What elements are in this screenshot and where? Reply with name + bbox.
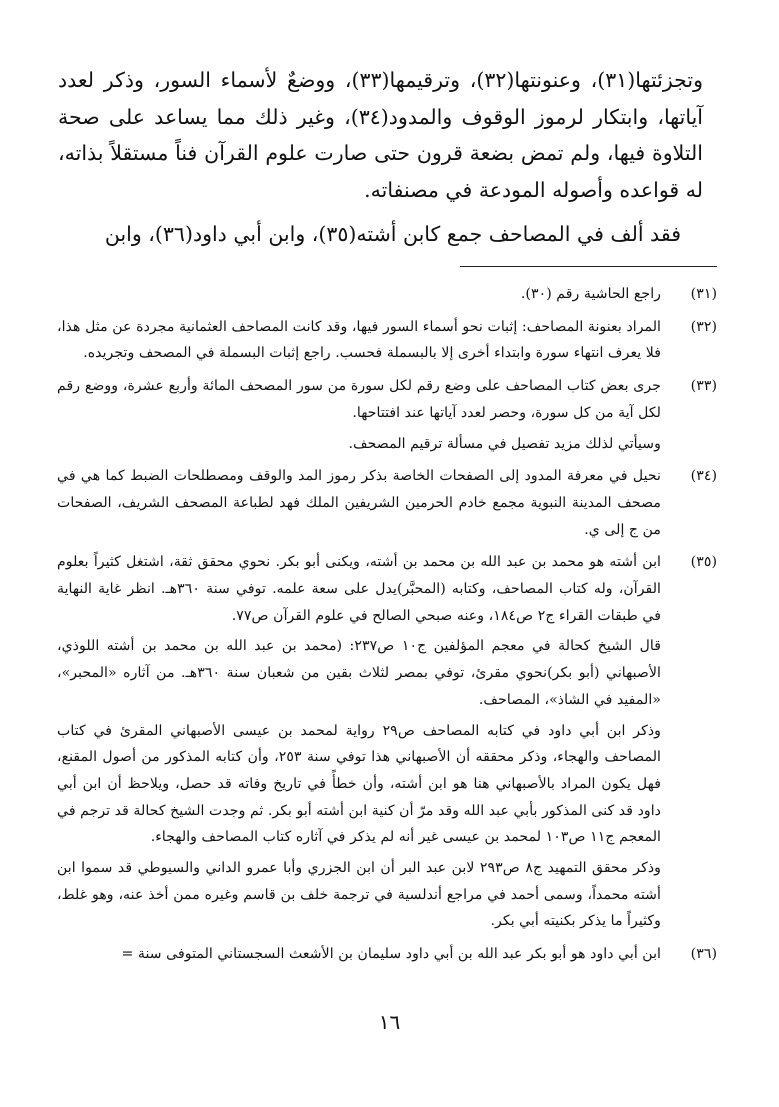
footnote-text: وذكر ابن أبي داود في كتابه المصاحف ص٢٩ رواية لمحمد بن عيسى الأصبهاني المقرئ في كتاب المصاحف والهجاء، وذكر محققه أن الأصبهاني هذا توفي سنة ٢٥٣، وأن كتابه المذكور من أصول المقنع، فهل يكون المراد بالأصبهاني هنا هو ابن أشته، وأن خطأً في تاريخ وفاته قد حصل، ويلاحظ أن ابن أبي داود قد كنى المذكور بأبي عبد الله وقد مرّ أن كنية ابن أشته أبو بكر. ثم وجدت الشيخ كحالة قد ترجم في المعجم ج١١ ص١٠٣ لمحمد بن عيسى غير أنه لم يذكر في آثاره كتاب المصاحف والهجاء. <box>57 722 661 846</box>
footnote-body <box>57 373 661 457</box>
footnote-number: (٣٤) <box>690 468 717 485</box>
footnote-text: وسيأتي لذلك مزيد تفصيل في مسألة ترقيم المصحف. <box>348 435 661 452</box>
footnote-text: المراد بعنونة المصاحف: إثبات نحو أسماء السور فيها، وقد كانت المصاحف العثمانية مجردة عن مثل هذا، فلا يعرف انتهاء سورة وابتداء أخرى إلا بالبسملة فحسب. راجع إثبات البسملة في المصحف وتجريده. <box>57 318 661 362</box>
footnote-text: ابن أشته هو محمد بن عبد الله بن محمد بن أشته، ويكنى أبو بكر. نحوي محقق ثقة، اشتغل كثيراً بعلوم القرآن، وله كتاب المصاحف، وكتابه (المحبَّر)يدل على سعة علمه. توفي سنة ٣٦٠هـ. انظر غاية النهاية في طبقات القراء ج٢ ص١٨٤، وعنه صبحي الصالح في علوم القرآن ص٧٧. <box>57 554 661 624</box>
footnote <box>57 314 717 367</box>
page-number: ١٦ <box>378 1010 401 1034</box>
footnote-text: راجع الحاشية رقم (٣٠). <box>520 286 661 302</box>
footnote-text: جرى بعض كتاب المصاحف على وضع رقم لكل سورة من سور المصحف المائة وأربع عشرة، ووضع رقم لكل آية من كل سورة، وحصر لعدد آياتها عند افتتاحها. <box>57 378 661 421</box>
footnote-number: (٣٦) <box>690 946 717 963</box>
footnote-number: (٣٢) <box>690 318 717 335</box>
footnote <box>57 941 717 968</box>
footnote-number: (٣٥) <box>690 554 717 571</box>
footnote <box>57 463 717 543</box>
footnote-body <box>57 281 661 308</box>
footnote-body <box>57 549 661 935</box>
footnote-text: وذكر محقق التمهيد ج٨ ص٢٩٣ لابن عبد البر أن ابن الجزري وأبا عمرو الداني والسيوطي قد سموا ابن أشته محمداً، وسمى أحمد في مراجع أندلسية في ترجمة خلف بن قاسم وغيره ممن أخذ عنه، وهو غلط، وكثيراً ما يذكر بكنيته أبي بكر. <box>57 860 661 930</box>
footnote-body <box>57 463 661 543</box>
footnotes <box>57 281 717 974</box>
footnote <box>57 373 717 457</box>
footnote-number: (٣١) <box>690 286 717 302</box>
footnote-text: نحيل في معرفة المدود إلى الصفحات الخاصة بذكر رموز المد والوقف ومصطلحات الضبط كما هي في مصحف المدينة النبوية مجمع خادم الحرمين الشريفين الملك فهد لطباعة المصحف الشريف، الصفحات من ج إلى ي. <box>57 468 661 538</box>
footnote-body <box>57 314 661 367</box>
footnote-separator <box>460 266 717 267</box>
footnote <box>57 281 717 308</box>
footnote-body <box>57 941 661 968</box>
footnote-number: (٣٣) <box>690 378 717 395</box>
main-paragraph: وتجزئتها(٣١)، وعنونتها(٣٢)، وترقيمها(٣٣)، ووضعٌ لأسماء السور، وذكر لعدد آياتها، وابتكار لرموز الوقوف والمدود(٣٤)، وغير ذلك مما يساعد على صحة التلاوة فيها، ولم تمض بضعة قرون حتى صارت علوم القرآن فناً مستقلاً بذاته، له قواعده وأصوله المودعة في مصنفاته. <box>58 68 704 202</box>
main-paragraph: فقد ألف في المصاحف جمع كابن أشته(٣٥)، وابن أبي داود(٣٦)، وابن <box>104 222 681 246</box>
footnote-text: ابن أبي داود هو أبو بكر عبد الله بن أبي داود سليمان بن الأشعث السجستاني المتوفى سنة = <box>121 946 661 963</box>
main-text <box>58 62 703 253</box>
footnote <box>57 549 717 935</box>
footnote-text: قال الشيخ كحالة في معجم المؤلفين ج١٠ ص٢٣٧: (محمد بن عبد الله بن محمد بن أشته اللوذي، الأصبهاني (أبو بكر)نحوي مقرئ، توفي بمصر لثلاث بقين من شعبان سنة ٣٦٠هـ. من آثاره «المحبر»، «المفيد في الشاذ»، المصاحف. <box>57 638 662 708</box>
